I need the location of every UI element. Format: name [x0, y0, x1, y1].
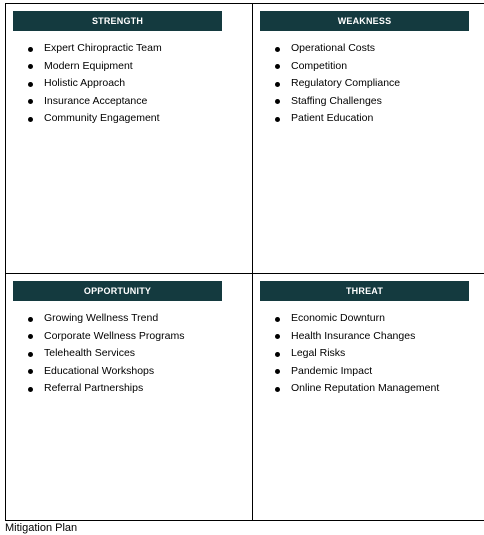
swot-grid: [5, 3, 484, 521]
list-item: [26, 75, 162, 93]
list-item: [273, 75, 400, 93]
list-item-text: Holistic Approach: [44, 77, 126, 90]
list-item: [273, 363, 439, 381]
list-item: [273, 310, 439, 328]
list-item: [273, 380, 439, 398]
list-item-text: Growing Wellness Trend: [44, 312, 159, 324]
weakness-header: WEAKNESS: [260, 11, 469, 31]
list-item-text: Modern Equipment: [44, 59, 133, 72]
bullet-icon: [28, 47, 33, 52]
threat-list: [273, 310, 439, 398]
weakness-list: [273, 40, 400, 128]
list-item-text: Economic Downturn: [291, 312, 385, 324]
bullet-icon: [28, 369, 33, 374]
list-item: [273, 93, 400, 111]
strength-quadrant: [5, 3, 253, 274]
bullet-icon: [28, 352, 33, 357]
opportunity-list: [26, 310, 184, 398]
mitigation-plan-heading: Mitigation Plan: [5, 522, 78, 534]
list-item-text: Competition: [291, 59, 348, 72]
list-item-text: Expert Chiropractic Team: [44, 42, 162, 54]
strength-header: STRENGTH: [13, 11, 222, 31]
list-item: [26, 58, 162, 76]
bullet-icon: [28, 64, 33, 69]
list-item: [273, 328, 439, 346]
list-item-text: Educational Workshops: [44, 364, 155, 377]
list-item-text: Staffing Challenges: [291, 94, 382, 107]
bullet-icon: [275, 117, 280, 122]
bullet-icon: [275, 47, 280, 52]
list-item: [273, 40, 400, 58]
list-item-text: Telehealth Services: [44, 347, 136, 360]
list-item: [26, 380, 184, 398]
opportunity-quadrant: [5, 273, 253, 521]
list-item: [26, 93, 162, 111]
list-item: [26, 345, 184, 363]
list-item-text: Online Reputation Management: [291, 382, 440, 395]
strength-list: [26, 40, 162, 128]
opportunity-header: OPPORTUNITY: [13, 281, 222, 301]
bullet-icon: [28, 334, 33, 339]
list-item-text: Community Engagement: [44, 112, 160, 125]
list-item: [26, 110, 162, 128]
weakness-quadrant: [252, 3, 484, 274]
list-item: [26, 40, 162, 58]
bullet-icon: [28, 317, 33, 322]
list-item: [273, 110, 400, 128]
list-item-text: Legal Risks: [291, 347, 346, 360]
bullet-icon: [275, 82, 280, 87]
bullet-icon: [28, 82, 33, 87]
bullet-icon: [275, 64, 280, 69]
list-item-text: Insurance Acceptance: [44, 94, 148, 107]
list-item: [26, 310, 184, 328]
bullet-icon: [275, 317, 280, 322]
list-item-text: Corporate Wellness Programs: [44, 329, 185, 342]
bullet-icon: [28, 99, 33, 104]
list-item-text: Pandemic Impact: [291, 364, 373, 377]
list-item: [26, 328, 184, 346]
list-item: [273, 58, 400, 76]
bullet-icon: [28, 117, 33, 122]
list-item-text: Operational Costs: [291, 42, 376, 54]
list-item-text: Health Insurance Changes: [291, 329, 416, 342]
bullet-icon: [275, 369, 280, 374]
bullet-icon: [275, 334, 280, 339]
list-item: [26, 363, 184, 381]
list-item-text: Patient Education: [291, 112, 374, 125]
threat-header: THREAT: [260, 281, 469, 301]
list-item: [273, 345, 439, 363]
list-item-text: Referral Partnerships: [44, 382, 144, 395]
bullet-icon: [275, 99, 280, 104]
bullet-icon: [28, 387, 33, 392]
list-item-text: Regulatory Compliance: [291, 77, 401, 90]
bullet-icon: [275, 352, 280, 357]
threat-quadrant: [252, 273, 484, 521]
bullet-icon: [275, 387, 280, 392]
